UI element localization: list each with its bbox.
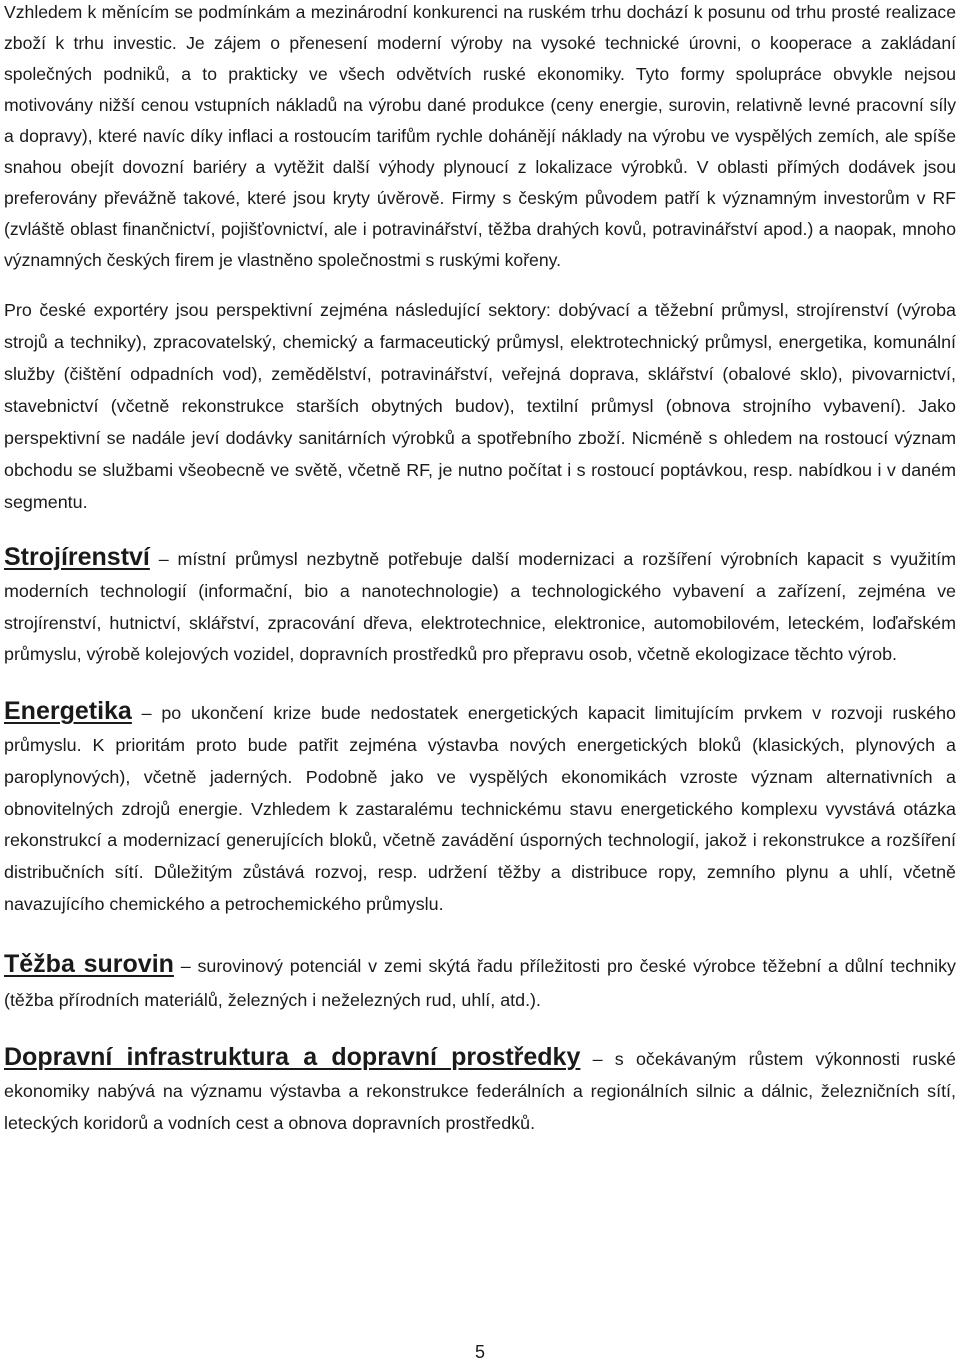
section-text-engineering: – místní průmysl nezbytně potřebuje další modernizaci a rozšíření výrobních kapacit s využitím moderních technologií (informační, bio a nanotechnologie) a technologického vybavení a zařízení, zejména ve strojírenství, hutnictví, sklářství, zpracování dřeva, elektrotechnice, elektronice, automobilovém, leteckém, loďařském průmyslu, výrobě kolejových vozidel, dopravních prostředků pro přepravu osob, včetně ekologizace těchto výrob. <box>4 549 956 665</box>
section-engineering <box>4 542 956 671</box>
section-text-mining: – surovinový potenciál v zemi skýtá řadu příležitosti pro české výrobce těžební a důlní techniky (těžba přírodních materiálů, železných i neželezných rud, uhlí, atd.). <box>4 955 956 1010</box>
section-heading-engineering: Strojírenství <box>4 543 150 571</box>
section-text-transport: – s očekávaným růstem výkonnosti ruské ekonomiky nabývá na významu výstavba a rekonstrukce federálních a regionálních silnic a dálnic, železničních sítí, leteckých koridorů a vodních cest a obnova dopravních prostředků. <box>4 1048 956 1133</box>
document-page <box>4 0 956 1139</box>
section-heading-transport: Dopravní infrastruktura a dopravní prostředky <box>4 1042 581 1071</box>
page-number: 5 <box>474 1342 485 1362</box>
section-heading-mining: Těžba surovin <box>4 949 174 978</box>
section-heading-energy: Energetika <box>4 697 132 726</box>
intro-paragraph: Vzhledem k měnícím se podmínkám a mezinárodní konkurenci na ruském trhu dochází k posunu od trhu prosté realizace zboží k trhu investic. Je zájem o přenesení moderní výroby na vysoké technické úrovni, o kooperace a zakládaní společných podniků, a to prakticky ve všech odvětvích ruské ekonomiky. Tyto formy spolupráce obvykle nejsou motivovány nižší cenou vstupních nákladů na výrobu dané produkce (ceny energie, surovin, relativně levné pracovní síly a dopravy), které navíc díky inflaci a rostoucím tarifům rychle dohánějí náklady na výrobu ve vyspělých zemích, ale spíše snahou obejít dovozní bariéry a vytěžit další výhody plynoucí z lokalizace výrobků. V oblasti přímých dodávek jsou preferovány převážně takové, které jsou kryty úvěrově. Firmy s českým původem patří k významným investorům v RF (zvláště oblast finančnictví, pojišťovnictví, ale i potravinářství, těžba drahých kovů, potravinářství apod.) a naopak, mnoho významných českých firem je vlastněno společnostmi s ruskými kořeny. <box>4 2 956 270</box>
section-text-energy: – po ukončení krize bude nedostatek energetických kapacit limitujícím prvkem v rozvoji ruského průmyslu. K prioritám proto bude patřit zejména výstavba nových energetických bloků (klasických, plynových a paroplynových), včetně jaderných. Podobně jako ve vyspělých ekonomikách vzroste význam alternativních a obnovitelných zdrojů energie. Vzhledem k zastaralému technickému stavu energetického komplexu vyvstává otázka rekonstrukcí a modernizací generujících bloků, včetně zavádění úsporných technologií, jakož i rekonstrukce a rozšíření distribučních sítí. Důležitým zůstává rozvoj, resp. udržení těžby a distribuce ropy, zemního plynu a uhlí, včetně navazujícího chemického a petrochemického průmyslu. <box>4 703 956 914</box>
section-mining <box>4 947 956 1017</box>
section-transport <box>4 1041 956 1139</box>
section-energy <box>4 696 956 921</box>
exporters-paragraph: Pro české exportéry jsou perspektivní zejména následující sektory: dobývací a těžební průmysl, strojírenství (výroba strojů a techniky), zpracovatelský, chemický a farmaceutický průmysl, elektrotechnický průmysl, energetika, komunální služby (čištění odpadních vod), zemědělství, potravinářství, veřejná doprava, sklářství (obalové sklo), pivovarnictví, stavebnictví (včetně rekonstrukce starších obytných budov), textilní průmysl (obnova strojního vybavení). Jako perspektivní se nadále jeví dodávky sanitárních výrobků a spotřebního zboží. Nicméně s ohledem na rostoucí význam obchodu se službami všeobecně ve světě, včetně RF, je nutno počítat i s rostoucí poptávkou, resp. nabídkou i v daném segmentu. <box>4 300 956 512</box>
